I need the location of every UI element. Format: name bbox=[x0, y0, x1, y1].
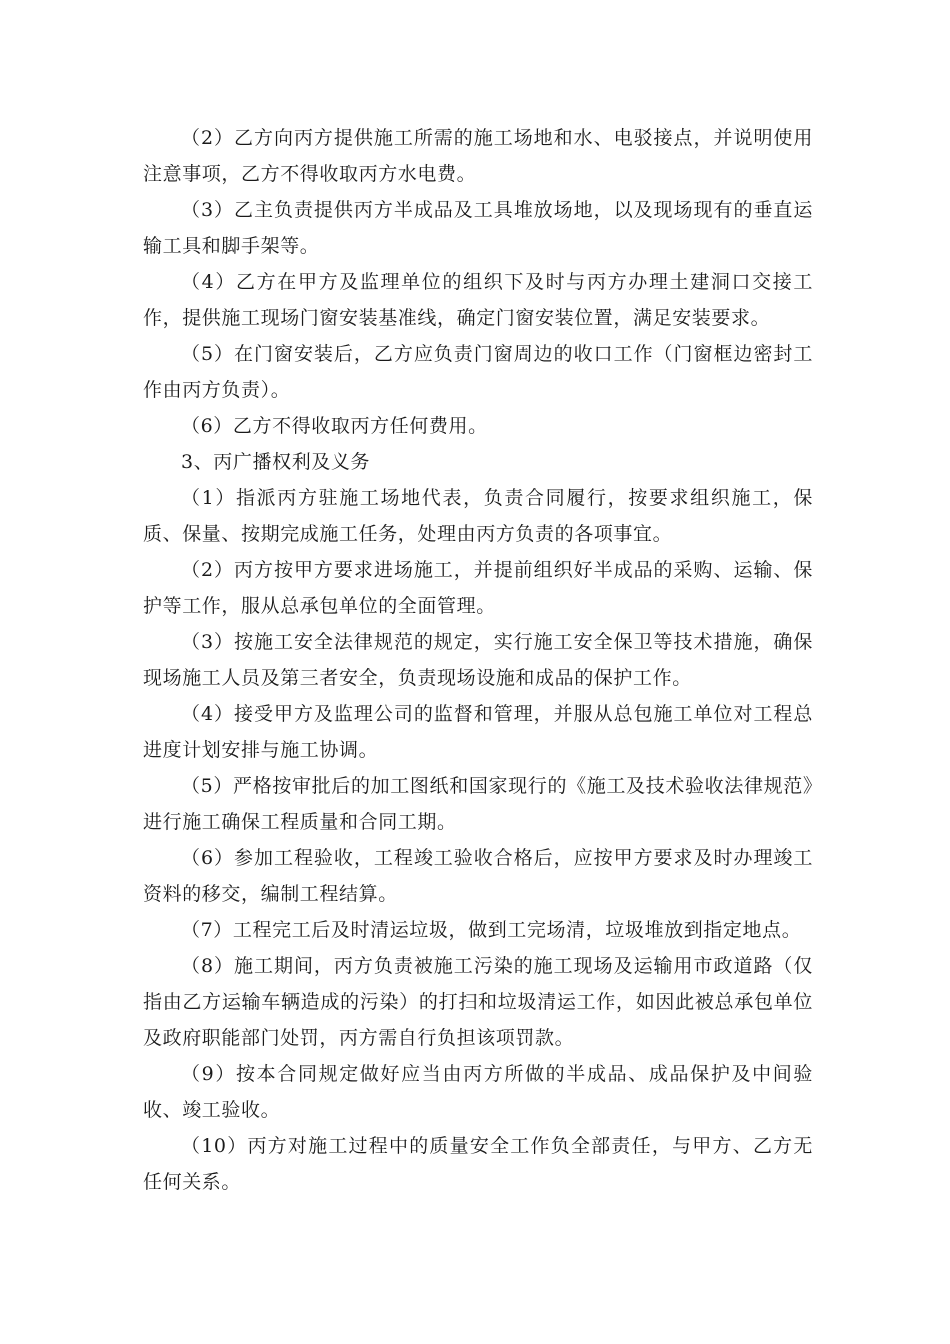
clause-3-9: （9）按本合同规定做好应当由丙方所做的半成品、成品保护及中间验收、竣工验收。 bbox=[143, 1063, 813, 1121]
clause-3-2: （2）丙方按甲方要求进场施工，并提前组织好半成品的采购、运输、保护等工作，服从总承包单位的全面管理。 bbox=[143, 559, 813, 617]
clause-3-10: （10）丙方对施工过程中的质量安全工作负全部责任，与甲方、乙方无任何关系。 bbox=[143, 1135, 813, 1193]
clause-2-6: （6）乙方不得收取丙方任何费用。 bbox=[181, 415, 488, 437]
clause-2-3: （3）乙主负责提供丙方半成品及工具堆放场地，以及现场现有的垂直运输工具和脚手架等。 bbox=[143, 199, 813, 257]
document-body bbox=[143, 120, 813, 1200]
clause-2-5: （5）在门窗安装后，乙方应负责门窗周边的收口工作（门窗框边密封工作由丙方负责）。 bbox=[143, 343, 813, 401]
clause-3-4: （4）接受甲方及监理公司的监督和管理，并服从总包施工单位对工程总进度计划安排与施工协调。 bbox=[143, 703, 813, 761]
clause-2-2: （2）乙方向丙方提供施工所需的施工场地和水、电驳接点，并说明使用注意事项，乙方不得收取丙方水电费。 bbox=[143, 127, 813, 185]
clause-3-1: （1）指派丙方驻施工场地代表，负责合同履行，按要求组织施工，保质、保量、按期完成施工任务，处理由丙方负责的各项事宜。 bbox=[143, 487, 813, 545]
clause-2-4: （4）乙方在甲方及监理单位的组织下及时与丙方办理土建洞口交接工作，提供施工现场门窗安装基准线，确定门窗安装位置，满足安装要求。 bbox=[143, 271, 813, 329]
clause-3-8: （8）施工期间，丙方负责被施工污染的施工现场及运输用市政道路（仅指由乙方运输车辆造成的污染）的打扫和垃圾清运工作，如因此被总承包单位及政府职能部门处罚，丙方需自行负担该项罚款。 bbox=[143, 955, 813, 1049]
clause-3-3: （3）按施工安全法律规范的规定，实行施工安全保卫等技术措施，确保现场施工人员及第三者安全，负责现场设施和成品的保护工作。 bbox=[143, 631, 813, 689]
clause-3-6: （6）参加工程验收，工程竣工验收合格后，应按甲方要求及时办理竣工资料的移交，编制工程结算。 bbox=[143, 847, 813, 905]
section-heading-3: 3、丙广播权利及义务 bbox=[181, 451, 371, 473]
clause-3-5: （5）严格按审批后的加工图纸和国家现行的《施工及技术验收法律规范》进行施工确保工程质量和合同工期。 bbox=[143, 775, 813, 833]
clause-3-7: （7）工程完工后及时清运垃圾，做到工完场清，垃圾堆放到指定地点。 bbox=[181, 919, 802, 941]
